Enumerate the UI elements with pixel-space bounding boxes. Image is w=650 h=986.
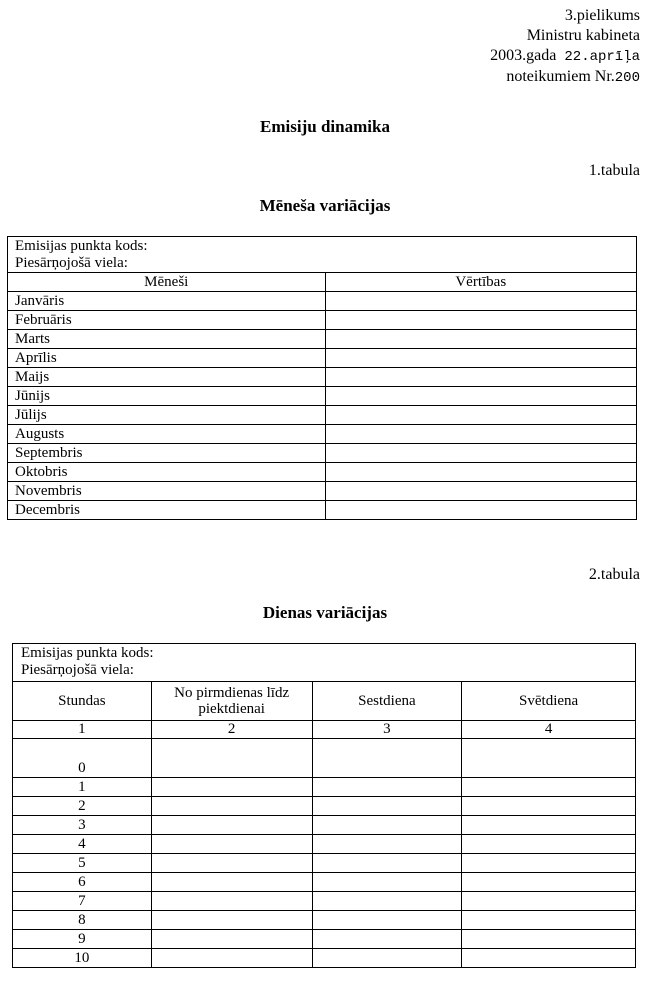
month-name-cell: Jūnijs [8, 387, 326, 406]
table-row [13, 949, 636, 968]
table-row [8, 425, 637, 444]
table2-col-number-2: 2 [151, 721, 312, 739]
table-row [8, 501, 637, 520]
month-name-cell: Marts [8, 330, 326, 349]
weekday-value-cell [151, 892, 312, 911]
annex-header [490, 6, 640, 88]
table1-pollutant-label: Piesārņojošā viela: [15, 255, 128, 271]
month-name-cell: Maijs [8, 368, 326, 387]
sunday-value-cell [462, 778, 636, 797]
table-row [8, 444, 637, 463]
saturday-value-cell [312, 816, 462, 835]
table2-emission-code-label: Emisijas punkta kods: [21, 645, 154, 661]
table-row [8, 368, 637, 387]
month-value-cell [325, 387, 636, 406]
table-row [13, 911, 636, 930]
annex-line-2: Ministru kabineta [526, 27, 640, 44]
table-row [13, 816, 636, 835]
table-row [8, 311, 637, 330]
table1-body [8, 292, 637, 520]
hour-cell: 4 [13, 835, 152, 854]
month-name-cell: Septembris [8, 444, 326, 463]
hour-cell: 5 [13, 854, 152, 873]
month-name-cell: Jūlijs [8, 406, 326, 425]
weekday-value-cell [151, 911, 312, 930]
table2-title: Dienas variācijas [262, 603, 388, 622]
sunday-value-cell [462, 930, 636, 949]
table2-pollutant-label: Piesārņojošā viela: [21, 662, 134, 678]
table1-col-values: Vērtības [325, 273, 636, 292]
month-name-cell: Februāris [8, 311, 326, 330]
month-name-cell: Janvāris [8, 292, 326, 311]
weekday-value-cell [151, 873, 312, 892]
monthly-variation-table [7, 236, 637, 520]
table-row [13, 930, 636, 949]
month-value-cell [325, 292, 636, 311]
annex-reg-label: noteikumiem Nr. [506, 68, 615, 85]
table-row [8, 463, 637, 482]
table-row [13, 835, 636, 854]
table1-meta-row [8, 237, 637, 273]
hour-cell: 8 [13, 911, 152, 930]
annex-reg-number: 200 [614, 70, 640, 86]
sunday-value-cell [462, 949, 636, 968]
annex-line-1: 3.pielikums [564, 7, 640, 24]
table2-number: 2.tabula [588, 566, 640, 583]
weekday-value-cell [151, 739, 312, 778]
annex-date-day: 22 [564, 49, 582, 65]
saturday-value-cell [312, 835, 462, 854]
table2-col-number-4: 4 [462, 721, 636, 739]
hour-cell: 1 [13, 778, 152, 797]
saturday-value-cell [312, 739, 462, 778]
table-row [13, 892, 636, 911]
weekday-value-cell [151, 949, 312, 968]
table-row [13, 873, 636, 892]
table1-number: 1.tabula [588, 162, 640, 179]
saturday-value-cell [312, 854, 462, 873]
weekday-value-cell [151, 930, 312, 949]
month-value-cell [325, 368, 636, 387]
weekday-value-cell [151, 778, 312, 797]
month-value-cell [325, 463, 636, 482]
weekday-value-cell [151, 797, 312, 816]
hour-cell: 0 [13, 739, 152, 778]
table-row [13, 854, 636, 873]
month-value-cell [325, 349, 636, 368]
saturday-value-cell [312, 892, 462, 911]
annex-line-3 [490, 46, 640, 67]
table1-meta-cell [8, 237, 637, 273]
table-row [13, 739, 636, 778]
saturday-value-cell [312, 930, 462, 949]
table1-header-row [8, 273, 637, 292]
saturday-value-cell [312, 778, 462, 797]
month-name-cell: Decembris [8, 501, 326, 520]
table2-col-hours: Stundas [13, 682, 152, 721]
table1-col-months: Mēneši [8, 273, 326, 292]
table2-column-numbers-row [13, 721, 636, 739]
weekday-value-cell [151, 854, 312, 873]
table-row [13, 797, 636, 816]
sunday-value-cell [462, 797, 636, 816]
table-row [8, 406, 637, 425]
table-row [8, 292, 637, 311]
sunday-value-cell [462, 873, 636, 892]
table2-col-number-3: 3 [312, 721, 462, 739]
sunday-value-cell [462, 739, 636, 778]
table1-title: Mēneša variācijas [259, 196, 391, 215]
daily-variation-table [12, 643, 636, 968]
hour-cell: 10 [13, 949, 152, 968]
annex-line-4 [490, 67, 640, 88]
weekday-value-cell [151, 835, 312, 854]
saturday-value-cell [312, 797, 462, 816]
month-value-cell [325, 501, 636, 520]
month-value-cell [325, 482, 636, 501]
hour-cell: 3 [13, 816, 152, 835]
table2-col-weekdays: No pirmdienas līdz piektdienai [151, 682, 312, 721]
saturday-value-cell [312, 949, 462, 968]
table2-col-saturday: Sestdiena [312, 682, 462, 721]
hour-cell: 6 [13, 873, 152, 892]
table-row [8, 349, 637, 368]
month-name-cell: Oktobris [8, 463, 326, 482]
table2-header-row [13, 682, 636, 721]
saturday-value-cell [312, 911, 462, 930]
month-value-cell [325, 406, 636, 425]
saturday-value-cell [312, 873, 462, 892]
table2-col-sunday: Svētdiena [462, 682, 636, 721]
sunday-value-cell [462, 835, 636, 854]
weekday-value-cell [151, 816, 312, 835]
month-name-cell: Novembris [8, 482, 326, 501]
hour-cell: 9 [13, 930, 152, 949]
sunday-value-cell [462, 911, 636, 930]
month-value-cell [325, 444, 636, 463]
table1-emission-code-label: Emisijas punkta kods: [15, 238, 148, 254]
table2-col-number-1: 1 [13, 721, 152, 739]
month-name-cell: Aprīlis [8, 349, 326, 368]
annex-date-year: 2003.gada [490, 47, 557, 64]
month-value-cell [325, 330, 636, 349]
sunday-value-cell [462, 816, 636, 835]
sunday-value-cell [462, 854, 636, 873]
sunday-value-cell [462, 892, 636, 911]
month-value-cell [325, 425, 636, 444]
table-row [8, 482, 637, 501]
month-value-cell [325, 311, 636, 330]
table-row [8, 330, 637, 349]
table2-meta-row [13, 644, 636, 682]
month-name-cell: Augusts [8, 425, 326, 444]
table2-meta-cell [13, 644, 636, 682]
hour-cell: 7 [13, 892, 152, 911]
table-row [13, 778, 636, 797]
table-row [8, 387, 637, 406]
table2-body [13, 739, 636, 968]
document-title: Emisiju dinamika [260, 117, 390, 136]
annex-date-month: .aprīļa [581, 49, 640, 65]
hour-cell: 2 [13, 797, 152, 816]
